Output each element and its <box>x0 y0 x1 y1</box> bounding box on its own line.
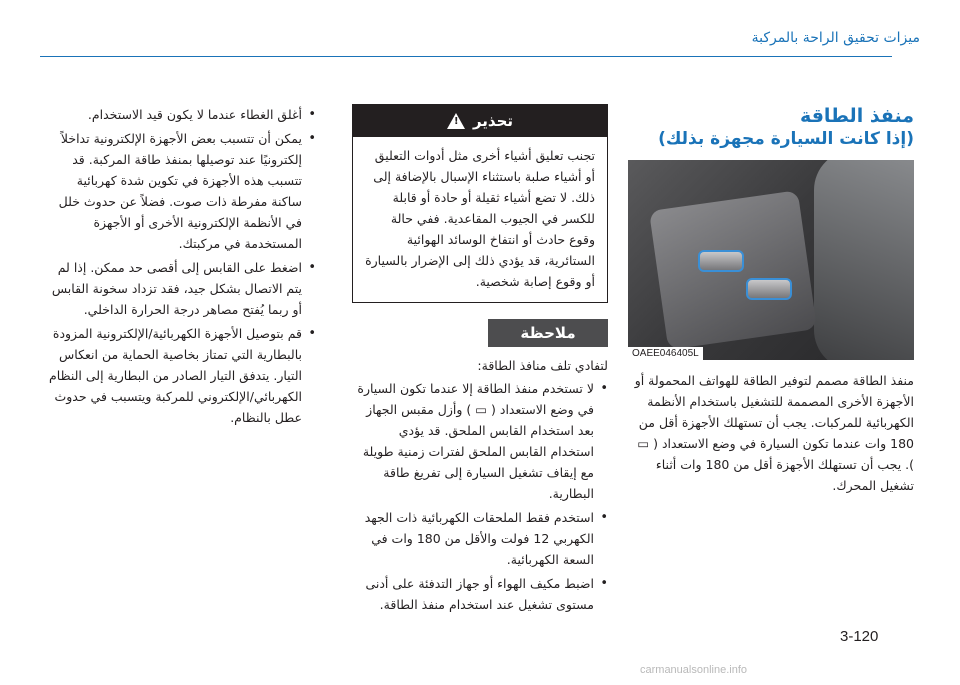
warning-box <box>352 104 608 303</box>
left-column <box>48 104 316 431</box>
header-rule <box>40 56 892 57</box>
warning-triangle-icon: ! <box>447 113 465 129</box>
seat-shape <box>814 160 914 360</box>
warning-text: تجنب تعليق أشياء أخرى مثل أدوات التعليق أو أشياء صلبة باستثناء الإسبال بالإضافة إلى ذلك. لا تضع أشياء ثقيلة أو حادة أو قابلة للكسر في الجيوب المقاعدية. ففي حالة وقوع حادث أو انتفاخ الوسائد الهوائية الستائرية، قد يؤدي ذلك إلى الإضرار بالسيارة أو وقوع إصابة شخصية. <box>365 148 595 289</box>
section-title: منفذ الطاقة <box>799 105 914 127</box>
note-list <box>352 378 608 615</box>
warning-label: تحذير <box>472 112 514 130</box>
caution-list <box>48 104 316 428</box>
middle-column <box>352 104 608 618</box>
page-number: 3-120 <box>840 628 879 645</box>
note-header: ملاحظة <box>488 319 608 347</box>
footer-watermark: carmanualsonline.info <box>640 664 748 676</box>
caution-item: • اضغط على القابس إلى أقصى حد ممكن. إذا لم يتم الاتصال بشكل جيد، فقد تزداد سخونة القابس أو ربما يُفتح مصاهر درجة الحرارة الداخلي. <box>48 257 316 320</box>
power-outlet-description: منفذ الطاقة مصمم لتوفير الطاقة للهواتف المحمولة أو الأجهزة الأخرى المصممة للتشغيل باستخدام الأنظمة الكهربائية للمركبات. يجب أن تستهلك الأجهزة أقل من 180 وات عندما تكون السيارة في وضع الاستعداد ( ▭ ). يجب أن تستهلك الأجهزة أقل من 180 وات أثناء تشغيل المحرك. <box>634 373 914 493</box>
caution-item: • قم بتوصيل الأجهزة الكهربائية/الإلكترونية المزودة بالبطارية التي تمتاز بخاصية الحماية من انعكاس التيار. يتدفق التيار الصادر من البطارية إلى النظام الكهربائي/الإلكتروني للمركبة ويتسبب في حدوث عطل بالنظام. <box>48 323 316 428</box>
caution-item: • أغلق الغطاء عندما لا يكون قيد الاستخدام. <box>48 104 316 125</box>
note-item: • استخدم فقط الملحقات الكهربائية ذات الجهد الكهربي 12 فولت والأقل من 180 وات في السعة الكهربائية. <box>352 507 608 570</box>
right-column <box>628 104 914 496</box>
image-code: OAEE046405L <box>628 347 703 360</box>
caution-item: • يمكن أن تتسبب بعض الأجهزة الإلكترونية تداخلاً إلكترونيًا عند توصيلها بمنفذ طاقة المركبة. قد تتسبب هذه الأجهزة في تكوين شدة كهربائية ساكنة مفرطة ذات صوت. فضلاً عن حدوث خلل في الأنظمة الإلكترونية الأخرى أو الأجهزة المستخدمة في مركبتك. <box>48 128 316 254</box>
note-item: • لا تستخدم منفذ الطاقة إلا عندما تكون السيارة في وضع الاستعداد ( ▭ ) وأزل مقبس الجهاز بعد استخدام القابس الملحق. قد يؤدي استخدام القابس الملحق لفترات زمنية طويلة مع إيقاف تشغيل السيارة إلى تفريغ طاقة البطارية. <box>352 378 608 504</box>
power-outlet-cover-2 <box>746 278 792 300</box>
note-intro: لتفادي تلف منافذ الطاقة: <box>477 358 608 373</box>
power-outlet-photo <box>628 160 914 360</box>
section-header: ميزات تحقيق الراحة بالمركبة <box>751 30 920 46</box>
note-item: • اضبط مكيف الهواء أو جهاز التدفئة على أدنى مستوى تشغيل عند استخدام منفذ الطاقة. <box>352 573 608 615</box>
power-outlet-cover-1 <box>698 250 744 272</box>
warning-header <box>353 105 607 137</box>
section-subtitle: (إذا كانت السيارة مجهزة بذلك) <box>658 129 914 149</box>
